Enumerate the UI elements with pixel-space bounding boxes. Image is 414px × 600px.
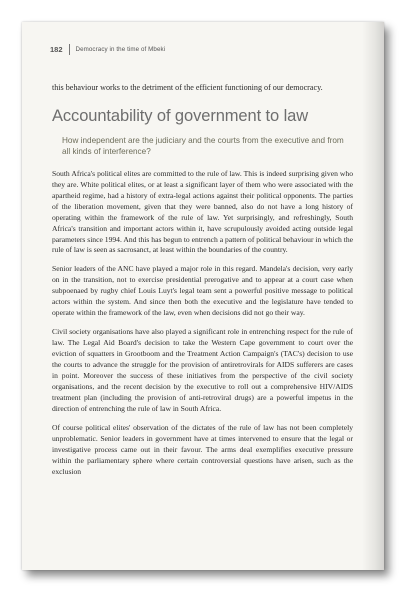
section-question: How independent are the judiciary and the courts from the executive and from all kinds of interference? [62,135,344,157]
paragraph-civil-society: Civil society organisations have also played a significant role in entrenching respect for the rule of law. The Legal Aid Board's decision to take the Western Cape government to court over the eviction of squatters in Grootboom and the Treatment Action Campaign's (TAC's) decision to use the courts to advance the struggle for the provision of antiretrovirals for AIDS sufferers are cases in point. Moreover the success of these initiatives from the perspective of the civil society organisations, and the recent decision by the executive to roll out a comprehensive HIV/AIDS treatment plan (including the provision of anti-retroviral drugs) are a powerful impetus in the direction of entrenching the rule of law in South Africa. [52,327,353,413]
running-head-title: Democracy in the time of Mbeki [75,45,166,53]
text-block [52,82,353,486]
book-page [22,22,384,570]
section-heading: Accountability of government to law [52,106,309,125]
paragraph-anc-leaders: Senior leaders of the ANC have played a major role in this regard. Mandela's decision, very early on in the transition, not to exercise presidential prerogative and to appear at a court case when subpoenaed by rugby chief Louis Luyt's legal team sent a powerful positive message to political actors within the system. And since then both the executive and the legislature have tended to operate within the framework of the law, even when decisions did not go their way. [52,264,353,318]
lead-paragraph: this behaviour works to the detriment of the efficient functioning of our democracy. [52,83,323,92]
page-gutter-shadow [362,22,384,570]
running-head [50,42,165,56]
paragraph-rule-of-law: South Africa's political elites are committed to the rule of law. This is indeed surprising given who they are. White political elites, or at least a significant layer of them who were associated with the apartheid regime, had a history of extra-legal actions against their political opponents. The parties of the liberation movement, given that they were banned, also do not have a long history of operating within the framework of the rule of law. Yet surprisingly, and refreshingly, South Africa's transition and important actors within it, have scrupulously avoided acting outside legal parameters since 1994. And this has begun to entrench a pattern of political behaviour in which the rule of law is seen as sacrosanct, at least within the boundaries of the country. [52,168,353,255]
page-number: 182 [50,44,70,55]
paragraph-political-elites: Of course political elites' observation of the dictates of the rule of law has not been completely unproblematic. Senior leaders in government have at times intervened to ensure that the legal or investigative process came out in their favour. The arms deal exemplifies executive pressure within the parliamentary sphere where certain controversial questions have arisen, such as the exclusion [52,422,353,476]
